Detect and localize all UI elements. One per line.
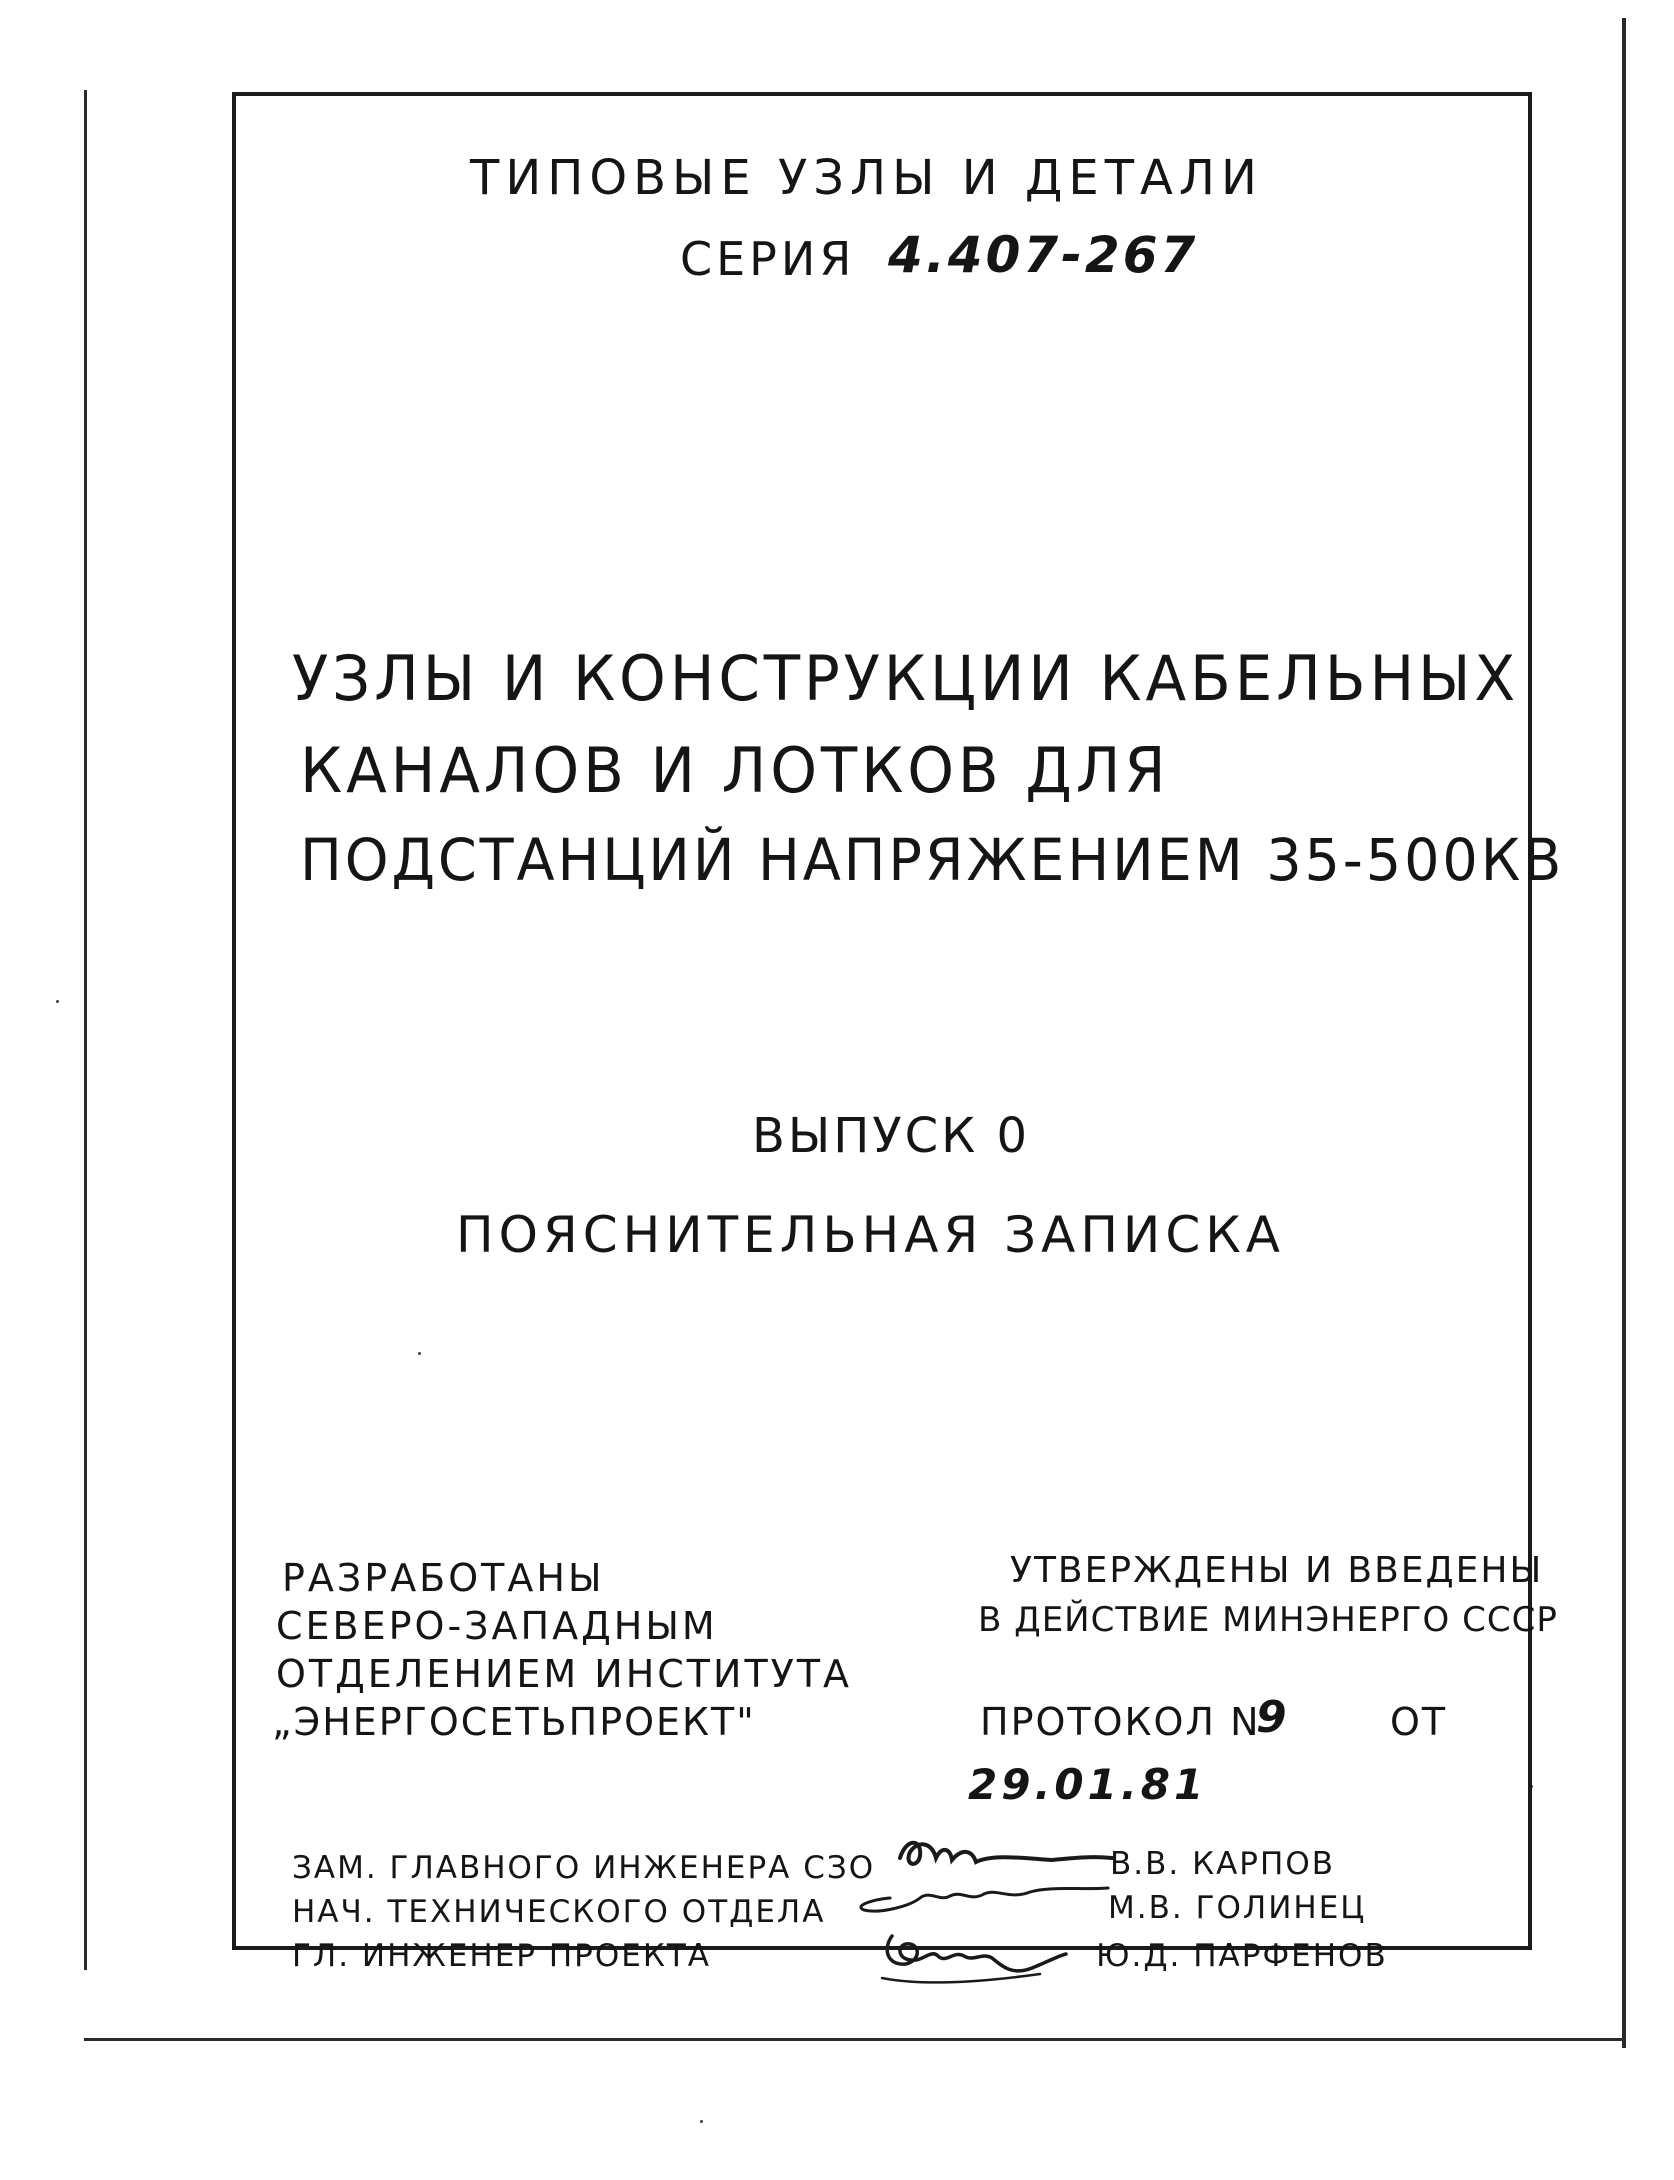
signatory-role-1: ЗАМ. ГЛАВНОГО ИНЖЕНЕРА СЗО — [292, 1850, 876, 1886]
document-title-line-3: ПОДСТАНЦИЙ НАПРЯЖЕНИЕМ 35-500КВ — [300, 826, 1565, 894]
document-title-line-1: УЗЛЫ И КОНСТРУКЦИИ КАБЕЛЬНЫХ — [292, 642, 1520, 715]
approved-line-1: УТВЕРЖДЕНЫ И ВВЕДЕНЫ — [1010, 1550, 1544, 1591]
document-title-line-2: КАНАЛОВ И ЛОТКОВ ДЛЯ — [300, 734, 1170, 807]
protocol-number: 9 — [1256, 1692, 1289, 1743]
signatory-role-2: НАЧ. ТЕХНИЧЕСКОГО ОТДЕЛА — [292, 1894, 826, 1930]
protocol-label: ПРОТОКОЛ N — [980, 1700, 1261, 1744]
issue-subtitle: ПОЯСНИТЕЛЬНАЯ ЗАПИСКА — [456, 1206, 1285, 1264]
signature-parfenov — [862, 1916, 1072, 1990]
signatory-role-3: ГЛ. ИНЖЕНЕР ПРОЕКТА — [292, 1938, 711, 1974]
issue-label: ВЫПУСК 0 — [752, 1108, 1031, 1164]
scan-edge-left — [84, 90, 87, 1970]
signatory-name-2: М.В. ГОЛИНЕЦ — [1108, 1890, 1367, 1926]
protocol-date: 29.01.81 — [968, 1760, 1208, 1809]
developed-line-1: РАЗРАБОТАНЫ — [282, 1556, 605, 1600]
series-label: СЕРИЯ — [680, 232, 856, 286]
developed-line-4: „ЭНЕРГОСЕТЬПРОЕКТ" — [272, 1700, 756, 1744]
developed-line-3: ОТДЕЛЕНИЕМ ИНСТИТУТА — [276, 1652, 853, 1696]
signatory-name-3: Ю.Д. ПАРФЕНОВ — [1096, 1938, 1388, 1974]
series-heading: ТИПОВЫЕ УЗЛЫ И ДЕТАЛИ — [470, 150, 1263, 206]
from-label: ОТ — [1390, 1700, 1448, 1744]
scan-speck — [700, 2120, 703, 2123]
series-number: 4.407-267 — [888, 226, 1199, 284]
scan-edge-right — [1622, 18, 1626, 2048]
scan-edge-bottom — [84, 2038, 1624, 2041]
approved-line-2: В ДЕЙСТВИЕ МИНЭНЕРГО СССР — [978, 1600, 1558, 1640]
scan-speck — [56, 1000, 59, 1003]
signatory-name-1: В.В. КАРПОВ — [1110, 1846, 1335, 1882]
developed-line-2: СЕВЕРО-ЗАПАДНЫМ — [276, 1604, 718, 1648]
signature-karpov — [892, 1828, 1116, 1880]
